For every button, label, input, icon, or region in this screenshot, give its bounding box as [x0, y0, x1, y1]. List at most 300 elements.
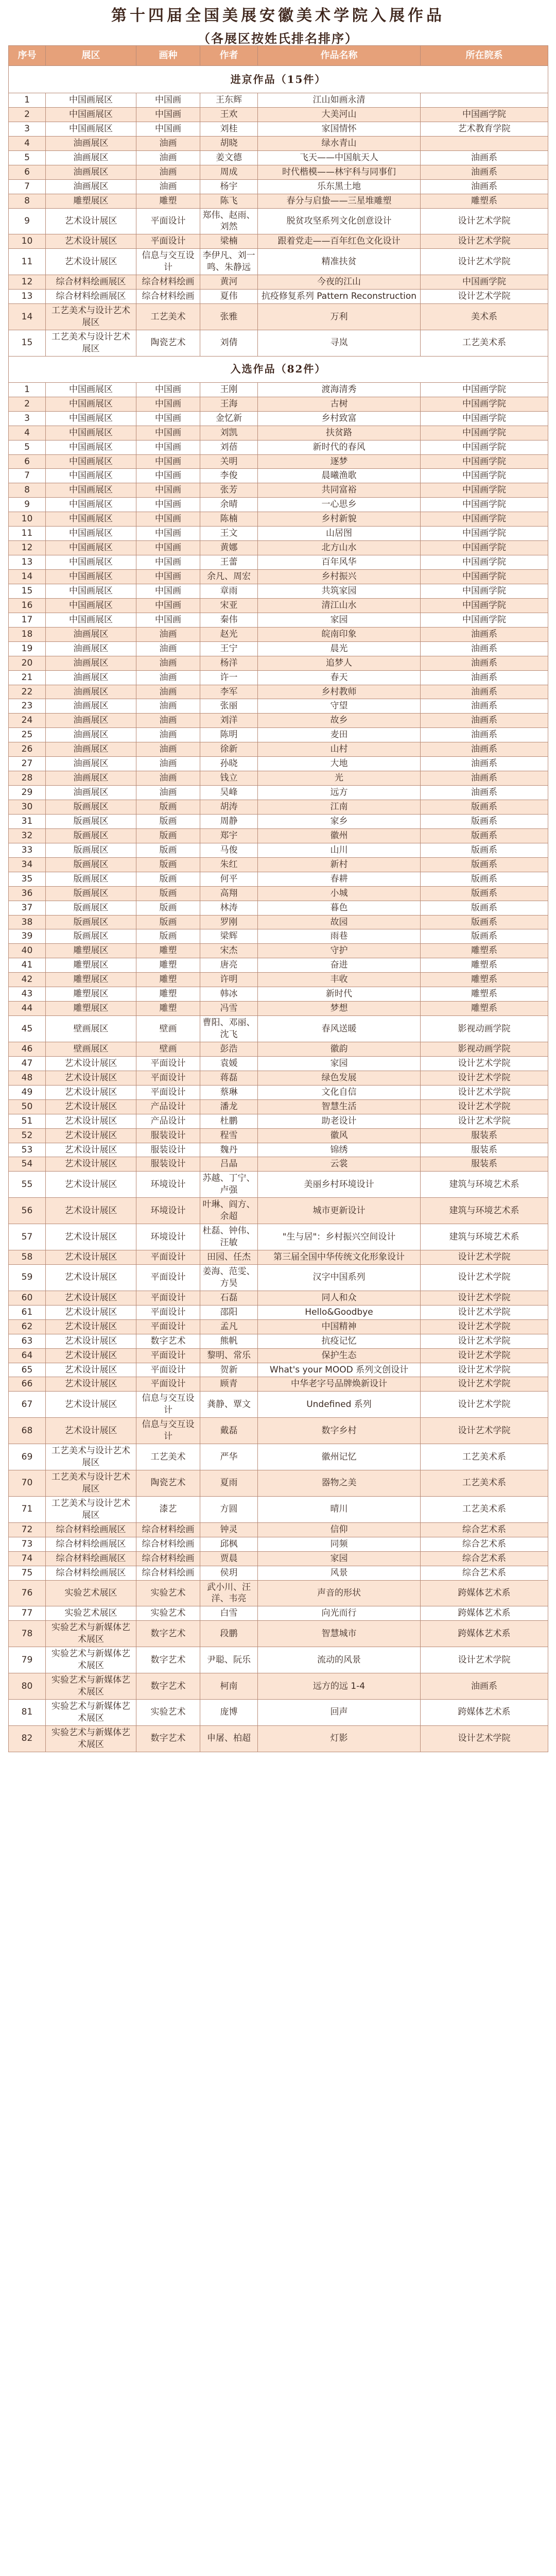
cell-department: 中国画学院 — [421, 469, 548, 483]
cell-department: 版画系 — [421, 901, 548, 915]
cell-number: 31 — [9, 814, 46, 828]
cell-work: 共同富裕 — [258, 483, 421, 498]
cell-author: 庞博 — [200, 1699, 258, 1725]
cell-number: 50 — [9, 1099, 46, 1114]
cell-number: 72 — [9, 1522, 46, 1537]
cell-medium: 中国画 — [136, 440, 200, 454]
table-row — [9, 944, 548, 958]
cell-number: 57 — [9, 1224, 46, 1250]
cell-author: 尹聪、阮乐 — [200, 1647, 258, 1673]
cell-medium: 雕塑 — [136, 973, 200, 987]
table-row — [9, 786, 548, 800]
cell-author: 赵光 — [200, 627, 258, 641]
cell-medium: 综合材料绘画 — [136, 1537, 200, 1551]
cell-area: 艺术设计展区 — [46, 1198, 136, 1224]
cell-number: 82 — [9, 1725, 46, 1752]
cell-area: 艺术设计展区 — [46, 1319, 136, 1334]
cell-medium: 中国画 — [136, 469, 200, 483]
cell-department: 中国画学院 — [421, 498, 548, 512]
cell-author: 何平 — [200, 872, 258, 886]
cell-area: 艺术设计展区 — [46, 1114, 136, 1128]
cell-work: 锦绣 — [258, 1143, 421, 1157]
cell-medium: 综合材料绘画 — [136, 275, 200, 290]
cell-area: 中国画展区 — [46, 440, 136, 454]
cell-medium: 实验艺术 — [136, 1580, 200, 1606]
cell-medium: 中国画 — [136, 122, 200, 136]
cell-work: 山村 — [258, 742, 421, 757]
table-row — [9, 1363, 548, 1377]
cell-department: 中国画学院 — [421, 541, 548, 555]
cell-number: 16 — [9, 598, 46, 613]
exhibition-table — [8, 45, 548, 1752]
table-row — [9, 828, 548, 843]
cell-area: 雕塑展区 — [46, 944, 136, 958]
cell-work: 奋进 — [258, 958, 421, 973]
cell-department: 中国画学院 — [421, 426, 548, 440]
cell-area: 中国画展区 — [46, 570, 136, 584]
cell-area: 版画展区 — [46, 800, 136, 815]
table-row — [9, 987, 548, 1002]
col-header-work: 作品名称 — [258, 46, 421, 66]
cell-medium: 中国画 — [136, 555, 200, 570]
cell-work: 春分与启蛰——三星堆雕塑 — [258, 194, 421, 208]
cell-medium: 数字艺术 — [136, 1647, 200, 1673]
cell-work: 新村 — [258, 857, 421, 872]
cell-area: 中国画展区 — [46, 541, 136, 555]
cell-author: 方圆 — [200, 1496, 258, 1522]
cell-number: 32 — [9, 828, 46, 843]
cell-author: 林涛 — [200, 901, 258, 915]
cell-medium: 油画 — [136, 179, 200, 194]
cell-area: 艺术设计展区 — [46, 1143, 136, 1157]
cell-area: 艺术设计展区 — [46, 1377, 136, 1392]
cell-medium: 环境设计 — [136, 1172, 200, 1198]
cell-department: 油画系 — [421, 656, 548, 670]
cell-department: 跨媒体艺术系 — [421, 1580, 548, 1606]
table-row — [9, 742, 548, 757]
cell-author: 张雅 — [200, 304, 258, 330]
cell-author: 刘倩 — [200, 330, 258, 356]
cell-author: 孙晓 — [200, 757, 258, 771]
table-row — [9, 1128, 548, 1143]
cell-work: 汉字中国系列 — [258, 1264, 421, 1291]
cell-medium: 工艺美术 — [136, 304, 200, 330]
cell-department: 中国画学院 — [421, 411, 548, 426]
cell-department: 中国画学院 — [421, 584, 548, 598]
cell-number: 56 — [9, 1198, 46, 1224]
cell-area: 工艺美术与设计艺术展区 — [46, 1444, 136, 1470]
table-row — [9, 1224, 548, 1250]
cell-area: 实验艺术展区 — [46, 1580, 136, 1606]
cell-author: 胡涛 — [200, 800, 258, 815]
cell-author: 李俊 — [200, 469, 258, 483]
cell-medium: 油画 — [136, 699, 200, 714]
col-header-department: 所在院系 — [421, 46, 548, 66]
cell-number: 7 — [9, 179, 46, 194]
cell-department: 设计艺术学院 — [421, 1250, 548, 1265]
cell-area: 中国画展区 — [46, 382, 136, 397]
cell-author: 郑伟、赵雨、刘然 — [200, 208, 258, 234]
cell-medium: 中国画 — [136, 584, 200, 598]
cell-number: 54 — [9, 1157, 46, 1172]
cell-work: 脱贫攻坚系列文化创意设计 — [258, 208, 421, 234]
cell-medium: 工艺美术 — [136, 1444, 200, 1470]
table-row — [9, 1042, 548, 1056]
cell-medium: 中国画 — [136, 483, 200, 498]
cell-number: 3 — [9, 411, 46, 426]
cell-medium: 版画 — [136, 929, 200, 944]
cell-medium: 油画 — [136, 714, 200, 728]
cell-medium: 油画 — [136, 786, 200, 800]
cell-number: 33 — [9, 843, 46, 857]
cell-work: 抗疫修复系列 Pattern Reconstruction — [258, 290, 421, 304]
table-row — [9, 1264, 548, 1291]
cell-author: 魏丹 — [200, 1143, 258, 1157]
table-row — [9, 656, 548, 670]
cell-number: 81 — [9, 1699, 46, 1725]
table-row — [9, 1580, 548, 1606]
cell-medium: 数字艺术 — [136, 1673, 200, 1700]
cell-area: 中国画展区 — [46, 411, 136, 426]
cell-number: 46 — [9, 1042, 46, 1056]
cell-work: 共筑家园 — [258, 584, 421, 598]
cell-medium: 版画 — [136, 814, 200, 828]
table-row — [9, 527, 548, 541]
cell-department: 油画系 — [421, 728, 548, 742]
cell-author: 张丽 — [200, 699, 258, 714]
cell-medium: 实验艺术 — [136, 1699, 200, 1725]
cell-department: 设计艺术学院 — [421, 1291, 548, 1305]
cell-department: 影视动画学院 — [421, 1016, 548, 1042]
cell-author: 徐新 — [200, 742, 258, 757]
cell-department: 油画系 — [421, 714, 548, 728]
table-row — [9, 234, 548, 249]
cell-work: 远方的远 1-4 — [258, 1673, 421, 1700]
cell-medium: 综合材料绘画 — [136, 290, 200, 304]
cell-author: 陈飞 — [200, 194, 258, 208]
cell-work: 北方山水 — [258, 541, 421, 555]
cell-number: 11 — [9, 527, 46, 541]
cell-number: 52 — [9, 1128, 46, 1143]
cell-number: 6 — [9, 165, 46, 179]
cell-department: 油画系 — [421, 685, 548, 699]
cell-work: 徽风 — [258, 1128, 421, 1143]
cell-number: 36 — [9, 886, 46, 901]
cell-area: 艺术设计展区 — [46, 208, 136, 234]
cell-area: 艺术设计展区 — [46, 1291, 136, 1305]
table-row — [9, 1537, 548, 1551]
cell-author: 杜磊、钟伟、汪敏 — [200, 1224, 258, 1250]
cell-department: 设计艺术学院 — [421, 249, 548, 275]
cell-department — [421, 136, 548, 150]
cell-area: 实验艺术与新媒体艺术展区 — [46, 1699, 136, 1725]
cell-medium: 中国画 — [136, 107, 200, 122]
cell-medium: 服装设计 — [136, 1143, 200, 1157]
cell-work: 清江山水 — [258, 598, 421, 613]
cell-author: 黎明、常乐 — [200, 1348, 258, 1363]
cell-department: 设计艺术学院 — [421, 1305, 548, 1319]
cell-author: 张芳 — [200, 483, 258, 498]
table-row — [9, 1305, 548, 1319]
cell-area: 中国画展区 — [46, 527, 136, 541]
cell-area: 雕塑展区 — [46, 973, 136, 987]
cell-number: 68 — [9, 1418, 46, 1444]
table-row — [9, 843, 548, 857]
cell-medium: 平面设计 — [136, 1319, 200, 1334]
cell-author: 戴磊 — [200, 1418, 258, 1444]
cell-medium: 信息与交互设计 — [136, 1392, 200, 1418]
cell-number: 71 — [9, 1496, 46, 1522]
cell-medium: 中国画 — [136, 570, 200, 584]
table-row — [9, 1291, 548, 1305]
cell-work: 家国情怀 — [258, 122, 421, 136]
cell-work: 故园 — [258, 915, 421, 929]
cell-number: 51 — [9, 1114, 46, 1128]
cell-number: 65 — [9, 1363, 46, 1377]
cell-author: 胡晓 — [200, 136, 258, 150]
cell-work: 保护生态 — [258, 1348, 421, 1363]
cell-work: 山川 — [258, 843, 421, 857]
cell-author: 曹阳、邓丽、沈飞 — [200, 1016, 258, 1042]
cell-medium: 数字艺术 — [136, 1725, 200, 1752]
cell-department: 雕塑系 — [421, 973, 548, 987]
cell-author: 夏伟 — [200, 290, 258, 304]
cell-department: 中国画学院 — [421, 382, 548, 397]
cell-medium: 中国画 — [136, 397, 200, 411]
cell-number: 10 — [9, 234, 46, 249]
table-row — [9, 1002, 548, 1016]
cell-author: 高翔 — [200, 886, 258, 901]
cell-area: 工艺美术与设计艺术展区 — [46, 1470, 136, 1497]
cell-number: 13 — [9, 555, 46, 570]
page-subtitle: （各展区按姓氏排名排序） — [198, 30, 358, 46]
cell-number: 61 — [9, 1305, 46, 1319]
cell-medium: 油画 — [136, 136, 200, 150]
cell-medium: 油画 — [136, 771, 200, 786]
cell-medium: 产品设计 — [136, 1114, 200, 1128]
cell-work: 逐梦 — [258, 454, 421, 469]
cell-author: 李军 — [200, 685, 258, 699]
cell-work: 乡村教师 — [258, 685, 421, 699]
cell-number: 27 — [9, 757, 46, 771]
table-row — [9, 1114, 548, 1128]
cell-area: 油画展区 — [46, 728, 136, 742]
cell-work: 春天 — [258, 670, 421, 685]
cell-department: 设计艺术学院 — [421, 1085, 548, 1099]
cell-author: 宋亚 — [200, 598, 258, 613]
table-row — [9, 1606, 548, 1621]
cell-department: 设计艺术学院 — [421, 208, 548, 234]
table-row — [9, 411, 548, 426]
cell-number: 77 — [9, 1606, 46, 1621]
cell-number: 9 — [9, 498, 46, 512]
cell-work: 家园 — [258, 613, 421, 627]
cell-department: 中国画学院 — [421, 440, 548, 454]
cell-medium: 油画 — [136, 627, 200, 641]
cell-work: 守护 — [258, 944, 421, 958]
cell-medium: 版画 — [136, 886, 200, 901]
cell-department: 服装系 — [421, 1128, 548, 1143]
cell-medium: 陶瓷艺术 — [136, 1470, 200, 1497]
cell-number: 6 — [9, 454, 46, 469]
table-row — [9, 1647, 548, 1673]
cell-area: 油画展区 — [46, 627, 136, 641]
cell-medium: 油画 — [136, 670, 200, 685]
cell-work: 家园 — [258, 1551, 421, 1566]
cell-work: 徽州记忆 — [258, 1444, 421, 1470]
cell-work: 跟着党走——百年红色文化设计 — [258, 234, 421, 249]
cell-number: 43 — [9, 987, 46, 1002]
cell-number: 62 — [9, 1319, 46, 1334]
cell-area: 油画展区 — [46, 786, 136, 800]
table-row — [9, 641, 548, 656]
cell-medium: 平面设计 — [136, 1056, 200, 1071]
cell-author: 潘龙 — [200, 1099, 258, 1114]
cell-work: 扶贫路 — [258, 426, 421, 440]
cell-medium: 中国画 — [136, 512, 200, 527]
cell-area: 综合材料绘画展区 — [46, 1551, 136, 1566]
cell-author: 姜文德 — [200, 150, 258, 165]
cell-medium: 数字艺术 — [136, 1334, 200, 1348]
table-row — [9, 512, 548, 527]
table-row — [9, 1621, 548, 1647]
cell-area: 中国画展区 — [46, 93, 136, 108]
table-row — [9, 1071, 548, 1085]
table-row — [9, 1143, 548, 1157]
cell-work: 回声 — [258, 1699, 421, 1725]
cell-author: 钟灵 — [200, 1522, 258, 1537]
cell-author: 王文 — [200, 527, 258, 541]
cell-department: 设计艺术学院 — [421, 290, 548, 304]
cell-area: 油画展区 — [46, 641, 136, 656]
cell-medium: 服装设计 — [136, 1157, 200, 1172]
cell-department: 版画系 — [421, 872, 548, 886]
cell-number: 20 — [9, 656, 46, 670]
cell-medium: 中国画 — [136, 598, 200, 613]
cell-area: 艺术设计展区 — [46, 1224, 136, 1250]
cell-area: 版画展区 — [46, 843, 136, 857]
cell-author: 武小川、汪洋、韦亮 — [200, 1580, 258, 1606]
cell-medium: 油画 — [136, 728, 200, 742]
cell-author: 唐亮 — [200, 958, 258, 973]
cell-area: 油画展区 — [46, 699, 136, 714]
cell-area: 版画展区 — [46, 886, 136, 901]
cell-author: 王蕾 — [200, 555, 258, 570]
col-header-area: 展区 — [46, 46, 136, 66]
cell-area: 版画展区 — [46, 857, 136, 872]
cell-work: 江南 — [258, 800, 421, 815]
cell-area: 综合材料绘画展区 — [46, 275, 136, 290]
cell-department: 中国画学院 — [421, 570, 548, 584]
cell-number: 38 — [9, 915, 46, 929]
cell-area: 中国画展区 — [46, 454, 136, 469]
cell-medium: 服装设计 — [136, 1128, 200, 1143]
cell-medium: 雕塑 — [136, 1002, 200, 1016]
cell-author: 冯雪 — [200, 1002, 258, 1016]
cell-work: 乐东黑土地 — [258, 179, 421, 194]
cell-department: 雕塑系 — [421, 1002, 548, 1016]
cell-work: 风景 — [258, 1566, 421, 1580]
cell-area: 油画展区 — [46, 656, 136, 670]
col-header-medium: 画种 — [136, 46, 200, 66]
cell-area: 艺术设计展区 — [46, 234, 136, 249]
cell-author: 周成 — [200, 165, 258, 179]
cell-work: 大地 — [258, 757, 421, 771]
cell-number: 35 — [9, 872, 46, 886]
cell-number: 28 — [9, 771, 46, 786]
cell-number: 12 — [9, 541, 46, 555]
cell-department: 中国画学院 — [421, 613, 548, 627]
cell-department: 雕塑系 — [421, 944, 548, 958]
cell-work: 梦想 — [258, 1002, 421, 1016]
col-header-number: 序号 — [9, 46, 46, 66]
cell-area: 中国画展区 — [46, 598, 136, 613]
cell-work: 中华老字号品牌焕新设计 — [258, 1377, 421, 1392]
cell-work: 大美河山 — [258, 107, 421, 122]
cell-work: 乡村新貌 — [258, 512, 421, 527]
cell-author: 刘凯 — [200, 426, 258, 440]
table-row — [9, 555, 548, 570]
cell-author: 王欢 — [200, 107, 258, 122]
cell-author: 钱立 — [200, 771, 258, 786]
cell-department — [421, 93, 548, 108]
cell-author: 孟凡 — [200, 1319, 258, 1334]
cell-number: 29 — [9, 786, 46, 800]
cell-number: 37 — [9, 901, 46, 915]
cell-author: 梁楠 — [200, 234, 258, 249]
cell-department: 设计艺术学院 — [421, 1319, 548, 1334]
section-body-beijing — [9, 66, 548, 357]
cell-work: 古树 — [258, 397, 421, 411]
cell-author: 苏越、丁宁、卢强 — [200, 1172, 258, 1198]
table-row — [9, 613, 548, 627]
cell-department: 版画系 — [421, 915, 548, 929]
cell-number: 24 — [9, 714, 46, 728]
cell-medium: 中国画 — [136, 93, 200, 108]
cell-department: 中国画学院 — [421, 527, 548, 541]
table-row — [9, 1198, 548, 1224]
table-row — [9, 330, 548, 356]
cell-medium: 版画 — [136, 872, 200, 886]
cell-number: 64 — [9, 1348, 46, 1363]
cell-work: 飞天——中国航天人 — [258, 150, 421, 165]
table-row — [9, 290, 548, 304]
cell-area: 艺术设计展区 — [46, 249, 136, 275]
cell-medium: 环境设计 — [136, 1224, 200, 1250]
cell-area: 艺术设计展区 — [46, 1392, 136, 1418]
table-row — [9, 685, 548, 699]
cell-author: 王东辉 — [200, 93, 258, 108]
cell-author: 顾青 — [200, 1377, 258, 1392]
cell-work: 流动的风景 — [258, 1647, 421, 1673]
cell-work: 山居图 — [258, 527, 421, 541]
cell-medium: 综合材料绘画 — [136, 1566, 200, 1580]
cell-number: 40 — [9, 944, 46, 958]
table-row — [9, 728, 548, 742]
cell-author: 蔡琳 — [200, 1085, 258, 1099]
cell-area: 版画展区 — [46, 929, 136, 944]
cell-department: 中国画学院 — [421, 512, 548, 527]
cell-medium: 综合材料绘画 — [136, 1522, 200, 1537]
cell-medium: 油画 — [136, 685, 200, 699]
cell-number: 41 — [9, 958, 46, 973]
cell-area: 油画展区 — [46, 670, 136, 685]
cell-work: 乡村振兴 — [258, 570, 421, 584]
cell-number: 48 — [9, 1071, 46, 1085]
cell-work: 雨巷 — [258, 929, 421, 944]
table-row — [9, 1673, 548, 1700]
table-row — [9, 1319, 548, 1334]
